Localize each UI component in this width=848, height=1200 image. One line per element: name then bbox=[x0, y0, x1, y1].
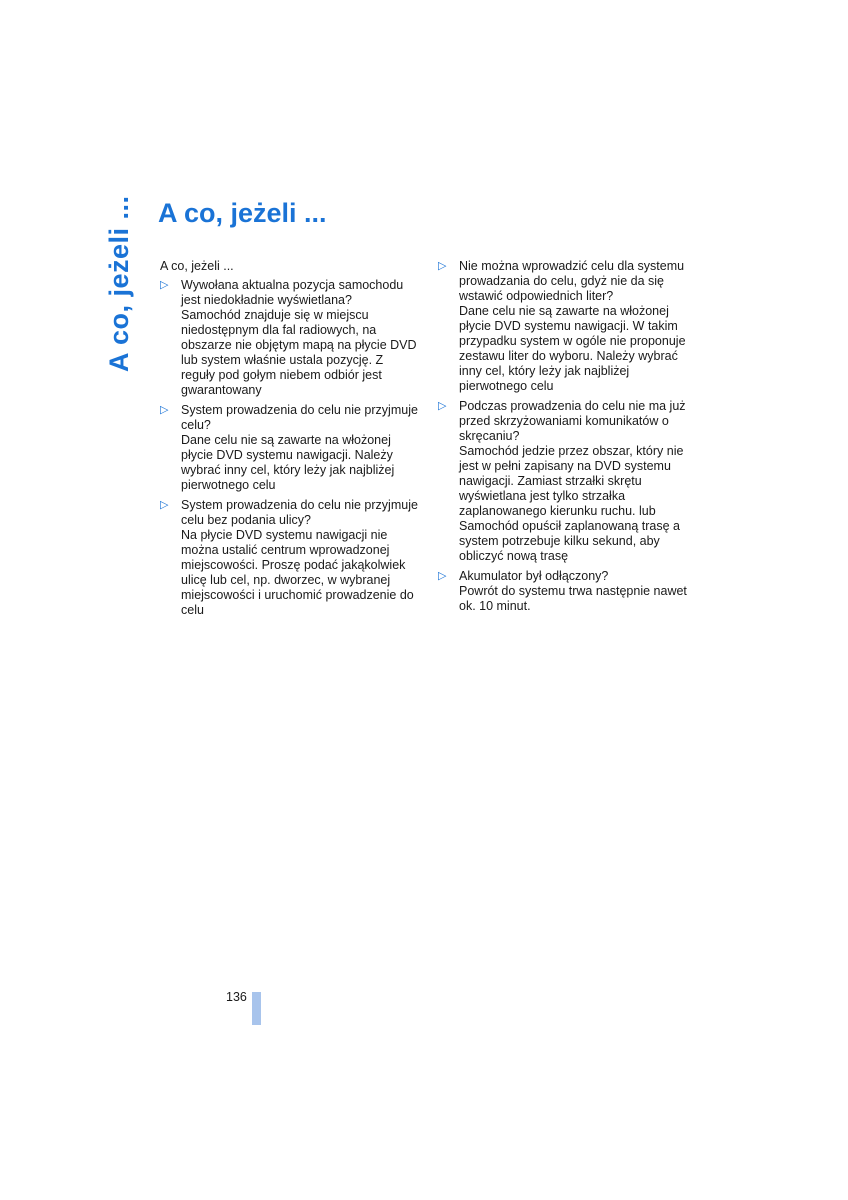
faq-answer: Dane celu nie są zawarte na włożonej płycie DVD systemu nawigacji. Należy wybrać inny cel, który leży jak najbliżej pierwotnego celu bbox=[181, 433, 395, 492]
faq-question: Akumulator był odłączony? bbox=[459, 569, 609, 583]
triangle-bullet-icon: ▷ bbox=[160, 499, 169, 511]
faq-question: System prowadzenia do celu nie przyjmuje celu bez podania ulicy? bbox=[181, 498, 418, 527]
faq-item bbox=[160, 498, 420, 618]
faq-item bbox=[160, 403, 420, 493]
faq-item bbox=[438, 569, 700, 614]
faq-answer: Na płycie DVD systemu nawigacji nie można ustalić centrum wprowadzonej miejscowości. Proszę podać jakąkolwiek ulicę lub cel, np. dworzec, w wybranej miejscowości i uruchomić prowadzenie do celu bbox=[181, 528, 414, 617]
side-chapter-title: A co, jeżeli ... bbox=[104, 195, 134, 372]
faq-item bbox=[160, 278, 420, 398]
faq-answer: Powrót do systemu trwa następnie nawet ok. 10 minut. bbox=[459, 584, 687, 613]
faq-item bbox=[438, 259, 700, 394]
page-number: 136 bbox=[226, 990, 247, 1004]
triangle-bullet-icon: ▷ bbox=[438, 570, 447, 582]
left-column bbox=[160, 259, 420, 623]
faq-item bbox=[438, 399, 700, 564]
triangle-bullet-icon: ▷ bbox=[160, 279, 169, 291]
triangle-bullet-icon: ▷ bbox=[438, 260, 447, 272]
faq-question: Podczas prowadzenia do celu nie ma już przed skrzyżowaniami komunikatów o skręcaniu? bbox=[459, 399, 686, 443]
intro-text: A co, jeżeli ... bbox=[160, 259, 234, 273]
page-title: A co, jeżeli ... bbox=[158, 198, 327, 228]
triangle-bullet-icon: ▷ bbox=[160, 404, 169, 416]
faq-question: Nie można wprowadzić celu dla systemu prowadzania do celu, gdyż nie da się wstawić odpowiednich liter? bbox=[459, 259, 685, 303]
faq-answer: Dane celu nie są zawarte na włożonej płycie DVD systemu nawigacji. W takim przypadku system w ogóle nie proponuje zestawu liter do wyboru. Należy wybrać inny cel, który leży jak najbliżej pierwotnego celu bbox=[459, 304, 686, 393]
faq-answer: Samochód jedzie przez obszar, który nie jest w pełni zapisany na DVD systemu nawigacji. Zamiast strzałki skrętu wyświetlana jest tylko strzałka zaplanowanego kierunku ruchu. lub Samochód opuścił zaplanowaną trasę a system potrzebuje kilku sekund, aby obliczyć nową trasę bbox=[459, 444, 684, 563]
faq-answer: Samochód znajduje się w miejscu niedostępnym dla fal radiowych, na obszarze nie objętym mapą na płycie DVD lub system właśnie ustala pozycję. Z reguły pod gołym niebem odbiór jest gwarantowany bbox=[181, 308, 417, 397]
right-faq-list bbox=[438, 259, 700, 614]
faq-question: System prowadzenia do celu nie przyjmuje celu? bbox=[181, 403, 418, 432]
triangle-bullet-icon: ▷ bbox=[438, 400, 447, 412]
page-marker-bar bbox=[252, 992, 261, 1025]
right-column bbox=[438, 259, 700, 619]
faq-question: Wywołana aktualna pozycja samochodu jest niedokładnie wyświetlana? bbox=[181, 278, 404, 307]
left-faq-list bbox=[160, 278, 420, 618]
